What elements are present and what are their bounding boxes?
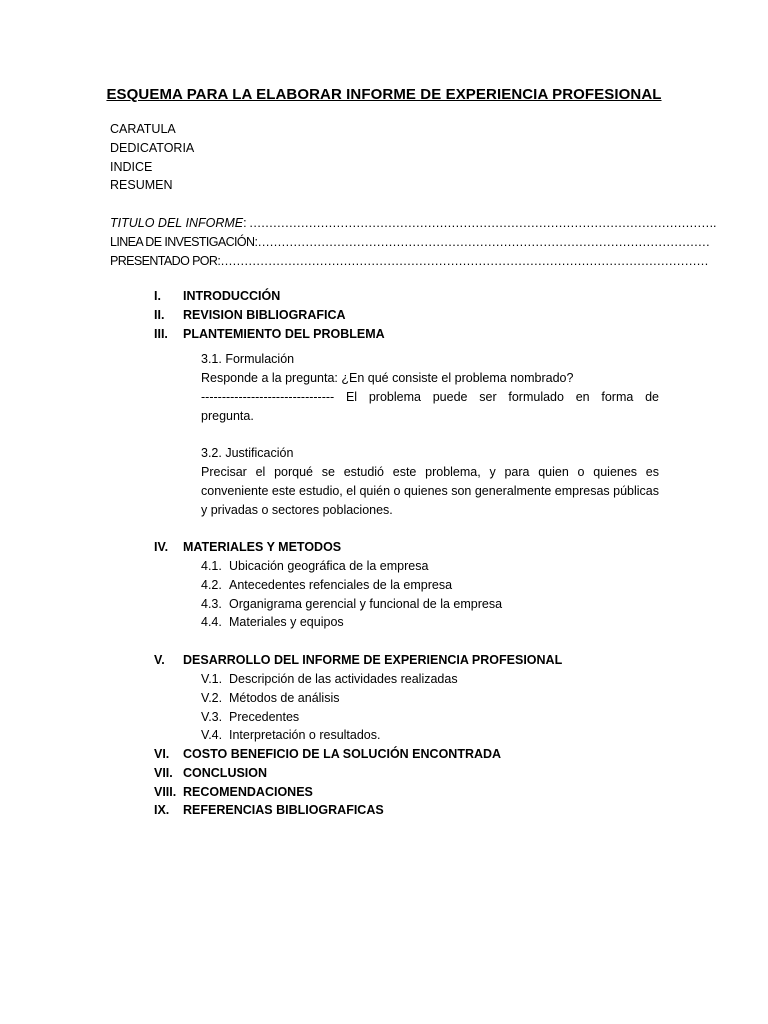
sections-i-iii <box>154 287 385 343</box>
justificacion-text: Precisar el porqué se estudió este problema, y para quien o quienes es conveniente este estudio, el quién o quienes son generalmente empresas públicas y privadas o sectores poblaciones. <box>201 464 659 517</box>
section-heading: VII. CONCLUSION <box>154 765 268 780</box>
formulacion-text: Responde a la pregunta: ¿En qué consiste el problema nombrado? <box>201 370 574 385</box>
list-item: V.4. Interpretación o resultados. <box>201 728 381 743</box>
front-matter-item: RESUMEN <box>110 178 173 193</box>
list-item: 4.3. Organigrama gerencial y funcional de la empresa <box>201 596 503 611</box>
section-heading: V. DESARROLLO DEL INFORME DE EXPERIENCIA PROFESIONAL <box>154 653 563 667</box>
list-item: 4.2. Antecedentes refenciales de la empresa <box>201 577 453 592</box>
titulo-line <box>110 214 716 233</box>
formulacion-text: -------------------------------- El problema puede ser formulado en forma de <box>201 389 659 404</box>
document-title: ESQUEMA PARA LA ELABORAR INFORME DE EXPERIENCIA PROFESIONAL <box>106 86 662 103</box>
section-heading: III. PLANTEMIENTO DEL PROBLEMA <box>154 326 385 341</box>
section-v <box>154 651 562 670</box>
section-heading: VI. COSTO BENEFICIO DE LA SOLUCIÓN ENCONTRADA <box>154 747 502 761</box>
titulo-fill: : ………………………………………………………………………………………………………. <box>243 216 716 230</box>
titulo-label: TITULO DEL INFORME <box>110 216 244 230</box>
front-matter-item: DEDICATORIA <box>110 140 195 155</box>
list-item: V.1. Descripción de las actividades realizadas <box>201 672 458 686</box>
sections-vi-ix <box>154 745 501 820</box>
report-info <box>110 214 716 270</box>
formulacion-heading: 3.1. Formulación <box>201 352 295 366</box>
justificacion-heading: 3.2. Justificación <box>201 446 294 460</box>
section-heading: II. REVISION BIBLIOGRAFICA <box>154 307 346 322</box>
justificacion-block <box>201 444 659 520</box>
section-heading: VIII. RECOMENDACIONES <box>154 784 313 799</box>
section-iv <box>154 538 341 557</box>
list-item: 4.4. Materiales y equipos <box>201 615 344 630</box>
section-heading: I. INTRODUCCIÓN <box>154 289 281 303</box>
formulacion-block <box>201 350 659 425</box>
front-matter-item: INDICE <box>110 159 153 174</box>
section-heading: IV. MATERIALES Y METODOS <box>154 540 342 554</box>
list-item: V.2. Métodos de análisis <box>201 690 340 705</box>
formulacion-text: pregunta. <box>201 408 254 423</box>
linea-investigacion-line: LINEA DE INVESTIGACIÓN:…………………………………………………………………………………………………… <box>110 234 710 249</box>
list-item: 4.1. Ubicación geográfica de la empresa <box>201 559 429 573</box>
front-matter-item: CARATULA <box>110 122 176 136</box>
section-v-items <box>201 670 659 745</box>
presentado-por-line: PRESENTADO POR:…………………………………………………………………………………………………………… <box>110 253 709 268</box>
section-heading: IX. REFERENCIAS BIBLIOGRAFICAS <box>154 803 384 818</box>
list-item: V.3. Precedentes <box>201 709 300 724</box>
front-matter-list <box>110 120 194 195</box>
section-iv-items <box>201 557 659 632</box>
